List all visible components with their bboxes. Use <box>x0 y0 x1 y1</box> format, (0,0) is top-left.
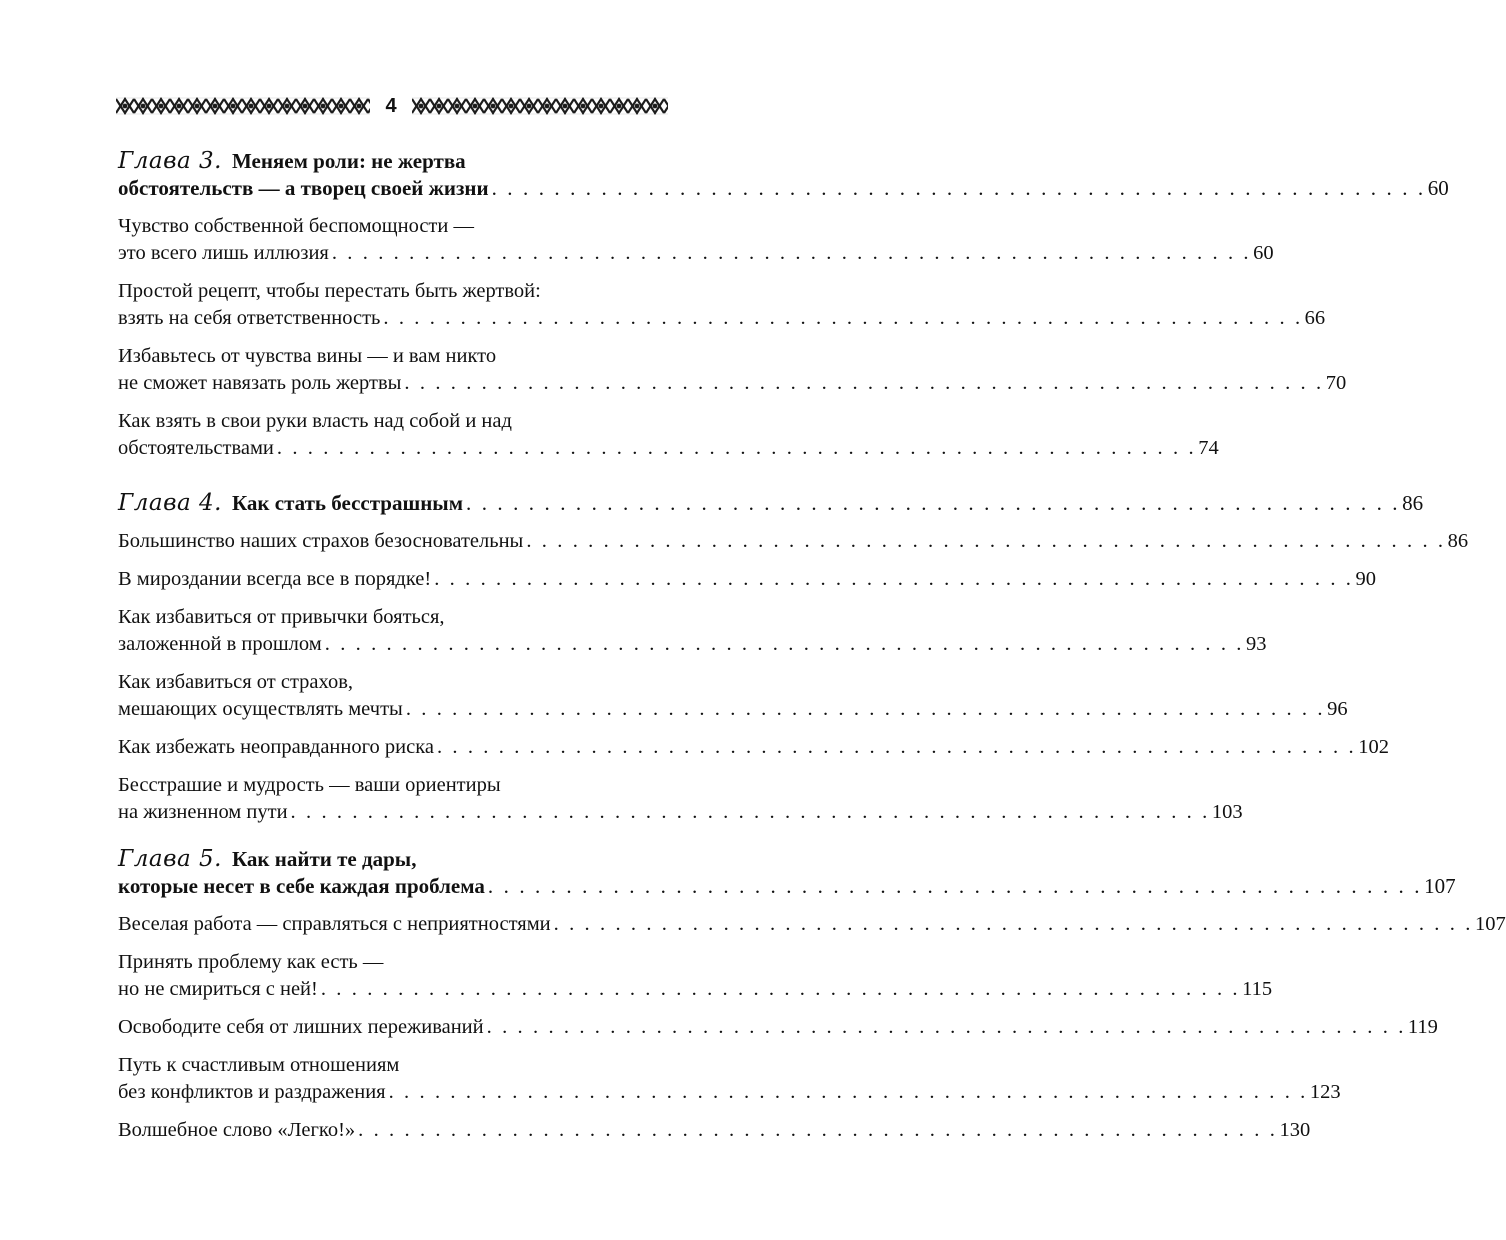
chapter-label: Глава 3. <box>118 148 222 174</box>
toc-entry[interactable] <box>118 669 1348 723</box>
page-ref: 86 <box>1402 491 1424 515</box>
entry-title: Простой рецепт, чтобы перестать быть жертвой: <box>118 280 541 302</box>
page-ref: 66 <box>1304 307 1326 329</box>
chapter-title-line1 <box>118 846 668 873</box>
page-ref: 103 <box>1211 801 1243 823</box>
toc-entry[interactable] <box>118 1052 1341 1106</box>
entry-title: Как избежать неоправданного риска <box>118 736 434 758</box>
entry-title: Избавьтесь от чувства вины — и вам никто <box>118 345 497 367</box>
chapter-title-line2 <box>118 873 1456 900</box>
toc-entry[interactable] <box>118 343 1347 397</box>
entry-title-cont: но не смириться с ней! <box>118 978 318 1000</box>
toc-entry[interactable] <box>118 528 1469 555</box>
leader-dots: . . . . . . . . . . . . . . . . . . . . . . . . . . . . . . . . . . . . . . . . . . . . . . . . . . . . . . . . . . . . <box>290 801 1210 823</box>
ornament-left <box>116 96 370 116</box>
toc-entry[interactable] <box>118 604 1267 658</box>
leader-dots: . . . . . . . . . . . . . . . . . . . . . . . . . . . . . . . . . . . . . . . . . . . . . . . . . . . . . . . . . . . . <box>388 1081 1308 1103</box>
entry-title-cont: взять на себя ответственность <box>118 307 381 329</box>
leader-dots: . . . . . . . . . . . . . . . . . . . . . . . . . . . . . . . . . . . . . . . . . . . . . . . . . . . . . . . . . . . . <box>466 491 1401 515</box>
chapter-title-line1 <box>118 148 668 175</box>
chapter-title-cont: обстоятельств — а творец своей жизни <box>118 176 489 200</box>
entry-title-cont: заложенной в прошлом <box>118 633 322 655</box>
toc-entry[interactable] <box>118 1014 1438 1041</box>
page-ref: 70 <box>1325 372 1347 394</box>
page-ref: 130 <box>1279 1119 1311 1141</box>
toc-entry[interactable] <box>118 278 1326 332</box>
entry-title-cont: на жизненном пути <box>118 801 288 823</box>
leader-dots: . . . . . . . . . . . . . . . . . . . . . . . . . . . . . . . . . . . . . . . . . . . . . . . . . . . . . . . . . . . . <box>553 913 1473 935</box>
entry-title: Бесстрашие и мудрость — ваши ориентиры <box>118 774 501 796</box>
toc-entry[interactable] <box>118 1117 1311 1144</box>
entry-title: Как взять в свои руки власть над собой и над <box>118 410 512 432</box>
page-ref: 60 <box>1427 176 1449 200</box>
page-ref: 96 <box>1327 698 1348 720</box>
entry-title: Веселая работа — справляться с неприятностями <box>118 913 551 935</box>
entry-title: Принять проблему как есть — <box>118 951 384 973</box>
chapter-heading <box>118 148 1449 202</box>
page-ref: 60 <box>1253 242 1274 264</box>
chapter-title: Как найти те дары, <box>231 847 417 871</box>
toc-entry[interactable] <box>118 566 1377 593</box>
entry-title: Как избавиться от страхов, <box>118 671 354 693</box>
page-ref: 123 <box>1309 1081 1341 1103</box>
page-header <box>116 92 668 120</box>
toc-entry[interactable] <box>118 734 1389 761</box>
chapter-heading <box>118 846 1456 900</box>
leader-dots: . . . . . . . . . . . . . . . . . . . . . . . . . . . . . . . . . . . . . . . . . . . . . . . . . . . . . . . . . . . . <box>526 530 1446 552</box>
entry-title-cont: это всего лишь иллюзия <box>118 242 329 264</box>
chapter-title-line2 <box>118 175 1449 202</box>
entry-title-cont: мешающих осуществлять мечты <box>118 698 403 720</box>
page-ref: 90 <box>1355 568 1377 590</box>
entry-title-cont: без конфликтов и раздражения <box>118 1081 386 1103</box>
page-ref: 86 <box>1447 530 1469 552</box>
page-number: 4 <box>385 94 397 117</box>
page-ref: 102 <box>1358 736 1389 758</box>
toc-entry[interactable] <box>118 911 1506 938</box>
leader-dots: . . . . . . . . . . . . . . . . . . . . . . . . . . . . . . . . . . . . . . . . . . . . . . . . . . . . . . . . . . . . <box>486 1016 1406 1038</box>
entry-title-cont: обстоятельствами <box>118 437 274 459</box>
leader-dots: . . . . . . . . . . . . . . . . . . . . . . . . . . . . . . . . . . . . . . . . . . . . . . . . . . . . . . . . . . . . <box>324 633 1245 655</box>
chapter-title-cont: которые несет в себе каждая проблема <box>118 874 485 898</box>
chapter-4 <box>118 490 1469 826</box>
page-ref: 119 <box>1407 1016 1438 1038</box>
leader-dots: . . . . . . . . . . . . . . . . . . . . . . . . . . . . . . . . . . . . . . . . . . . . . . . . . . . . . . . . . . . . <box>320 978 1241 1000</box>
page-ref: 107 <box>1424 874 1456 898</box>
chapter-5 <box>118 846 1506 1144</box>
toc-entry[interactable] <box>118 772 1243 826</box>
leader-dots: . . . . . . . . . . . . . . . . . . . . . . . . . . . . . . . . . . . . . . . . . . . . . . . . . . . . . . . . . . . . <box>434 568 1354 590</box>
chapter-label: Глава 5. <box>118 846 222 872</box>
entry-title-cont: не сможет навязать роль жертвы <box>118 372 402 394</box>
leader-dots: . . . . . . . . . . . . . . . . . . . . . . . . . . . . . . . . . . . . . . . . . . . . . . . . . . . . . . . . . . . . <box>358 1119 1278 1141</box>
leader-dots: . . . . . . . . . . . . . . . . . . . . . . . . . . . . . . . . . . . . . . . . . . . . . . . . . . . . . . . . . . . . <box>331 242 1252 264</box>
toc-entry[interactable] <box>118 213 1274 267</box>
ornament-right <box>412 96 668 116</box>
leader-dots: . . . . . . . . . . . . . . . . . . . . . . . . . . . . . . . . . . . . . . . . . . . . . . . . . . . . . . . . . . . . <box>436 736 1357 758</box>
page-ref: 115 <box>1242 978 1273 1000</box>
page-ref: 93 <box>1246 633 1267 655</box>
leader-dots: . . . . . . . . . . . . . . . . . . . . . . . . . . . . . . . . . . . . . . . . . . . . . . . . . . . . . . . . . . . . <box>405 698 1326 720</box>
leader-dots: . . . . . . . . . . . . . . . . . . . . . . . . . . . . . . . . . . . . . . . . . . . . . . . . . . . . . . . . . . . . <box>487 874 1423 898</box>
chapter-title-line <box>118 490 1424 517</box>
chapter-label: Глава 4. <box>118 490 222 516</box>
leader-dots: . . . . . . . . . . . . . . . . . . . . . . . . . . . . . . . . . . . . . . . . . . . . . . . . . . . . . . . . . . . . <box>383 307 1303 329</box>
toc-entry[interactable] <box>118 949 1273 1003</box>
chapter-3 <box>118 148 1449 462</box>
entry-title: Большинство наших страхов безосновательны <box>118 530 524 552</box>
entry-title: Волшебное слово «Легко!» <box>118 1119 356 1141</box>
entry-title: Как избавиться от привычки бояться, <box>118 606 445 628</box>
chapter-heading <box>118 490 1424 517</box>
entry-title: Чувство собственной беспомощности — <box>118 215 474 237</box>
chapter-title: Как стать бесстрашным <box>231 491 463 515</box>
entry-title: Освободите себя от лишних переживаний <box>118 1016 484 1038</box>
entry-title: Путь к счастливым отношениям <box>118 1054 400 1076</box>
chapter-title: Меняем роли: не жертва <box>231 149 466 173</box>
page-ref: 74 <box>1198 437 1219 459</box>
leader-dots: . . . . . . . . . . . . . . . . . . . . . . . . . . . . . . . . . . . . . . . . . . . . . . . . . . . . . . . . . . . . <box>491 176 1426 200</box>
toc-entry[interactable] <box>118 408 1219 462</box>
entry-title: В мироздании всегда все в порядке! <box>118 568 432 590</box>
leader-dots: . . . . . . . . . . . . . . . . . . . . . . . . . . . . . . . . . . . . . . . . . . . . . . . . . . . . . . . . . . . . <box>276 437 1197 459</box>
leader-dots: . . . . . . . . . . . . . . . . . . . . . . . . . . . . . . . . . . . . . . . . . . . . . . . . . . . . . . . . . . . . <box>404 372 1324 394</box>
page-ref: 107 <box>1474 913 1506 935</box>
